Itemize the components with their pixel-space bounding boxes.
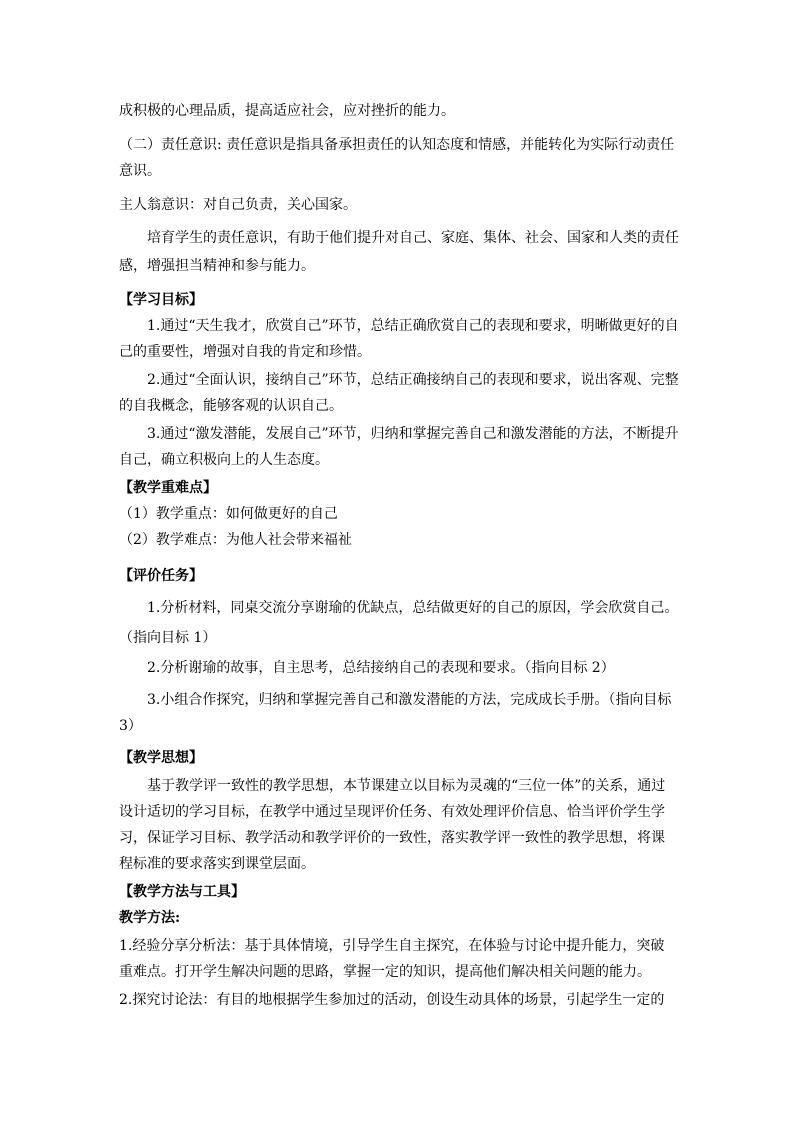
text-line: 2.通过“全面认识，接纳自己”环节，总结正确接纳自己的表现和要求，说出客观、完整 — [147, 372, 679, 388]
text-line: 感，增强担当精神和参与能力。 — [119, 258, 315, 274]
text-line: 2.探究讨论法：有目的地根据学生参加过的活动，创设生动具体的场景，引起学生一定的 — [119, 992, 665, 1008]
section-heading: 教学方法: — [119, 910, 181, 926]
section-heading: 【教学思想】 — [119, 750, 203, 766]
section-heading: 【教学重难点】 — [119, 480, 217, 496]
text-line: 3.通过“激发潜能，发展自己”环节，归纳和掌握完善自己和激发潜能的方法，不断提升 — [147, 426, 679, 442]
text-line: 自己，确立积极向上的人生态度。 — [119, 452, 329, 468]
text-line: 3） — [119, 718, 142, 734]
text-line: （2）教学难点：为他人社会带来福祉 — [119, 532, 352, 548]
text-line: 3.小组合作探究，归纳和掌握完善自己和激发潜能的方法，完成成长手册。（指向目标 — [147, 692, 672, 708]
text-line: 的自我概念，能够客观的认识自己。 — [119, 398, 343, 414]
text-line: 程标准的要求落实到课堂层面。 — [119, 856, 315, 872]
text-line: 1.通过“天生我才，欣赏自己”环节，总结正确欣赏自己的表现和要求，明晰做更好的自 — [147, 318, 679, 334]
text-line: 意识。 — [119, 163, 161, 179]
text-line: 成积极的心理品质，提高适应社会，应对挫折的能力。 — [119, 103, 455, 119]
text-line: 1.分析材料，同桌交流分享谢瑜的优缺点，总结做更好的自己的原因，学会欣赏自己。 — [147, 600, 679, 616]
text-line: 重难点。打开学生解决问题的思路，掌握一定的知识，提高他们解决相关问题的能力。 — [119, 964, 651, 980]
text-line: 2.分析谢瑜的故事，自主思考，总结接纳自己的表现和要求。（指向目标 2） — [147, 660, 615, 676]
text-line: 习，保证学习目标、教学活动和教学评价的一致性，落实教学评一致性的教学思想，将课 — [119, 830, 665, 846]
section-heading: 【评价任务】 — [119, 568, 203, 584]
text-line: 1.经验分享分析法：基于具体情境，引导学生自主探究，在体验与讨论中提升能力，突破 — [119, 938, 665, 954]
section-heading: 【学习目标】 — [119, 292, 203, 308]
section-heading: 【教学方法与工具】 — [119, 884, 245, 900]
text-line: 己的重要性，增强对自我的肯定和珍惜。 — [119, 344, 371, 360]
text-line: 设计适切的学习目标，在教学中通过呈现评价任务、有效处理评价信息、恰当评价学生学 — [119, 804, 665, 820]
text-line: 主人翁意识：对自己负责，关心国家。 — [119, 197, 357, 213]
text-line: （1）教学重点：如何做更好的自己 — [119, 506, 338, 522]
text-line: （指向目标 1） — [119, 630, 217, 646]
text-line: （二）责任意识: 责任意识是指具备承担责任的认知态度和情感，并能转化为实际行动责任 — [119, 137, 675, 153]
text-line: 基于教学评一致性的教学思想，本节课建立以目标为灵魂的“三位一体”的关系，通过 — [147, 778, 666, 794]
text-line: 培育学生的责任意识，有助于他们提升对自己、家庭、集体、社会、国家和人类的责任 — [147, 230, 679, 246]
